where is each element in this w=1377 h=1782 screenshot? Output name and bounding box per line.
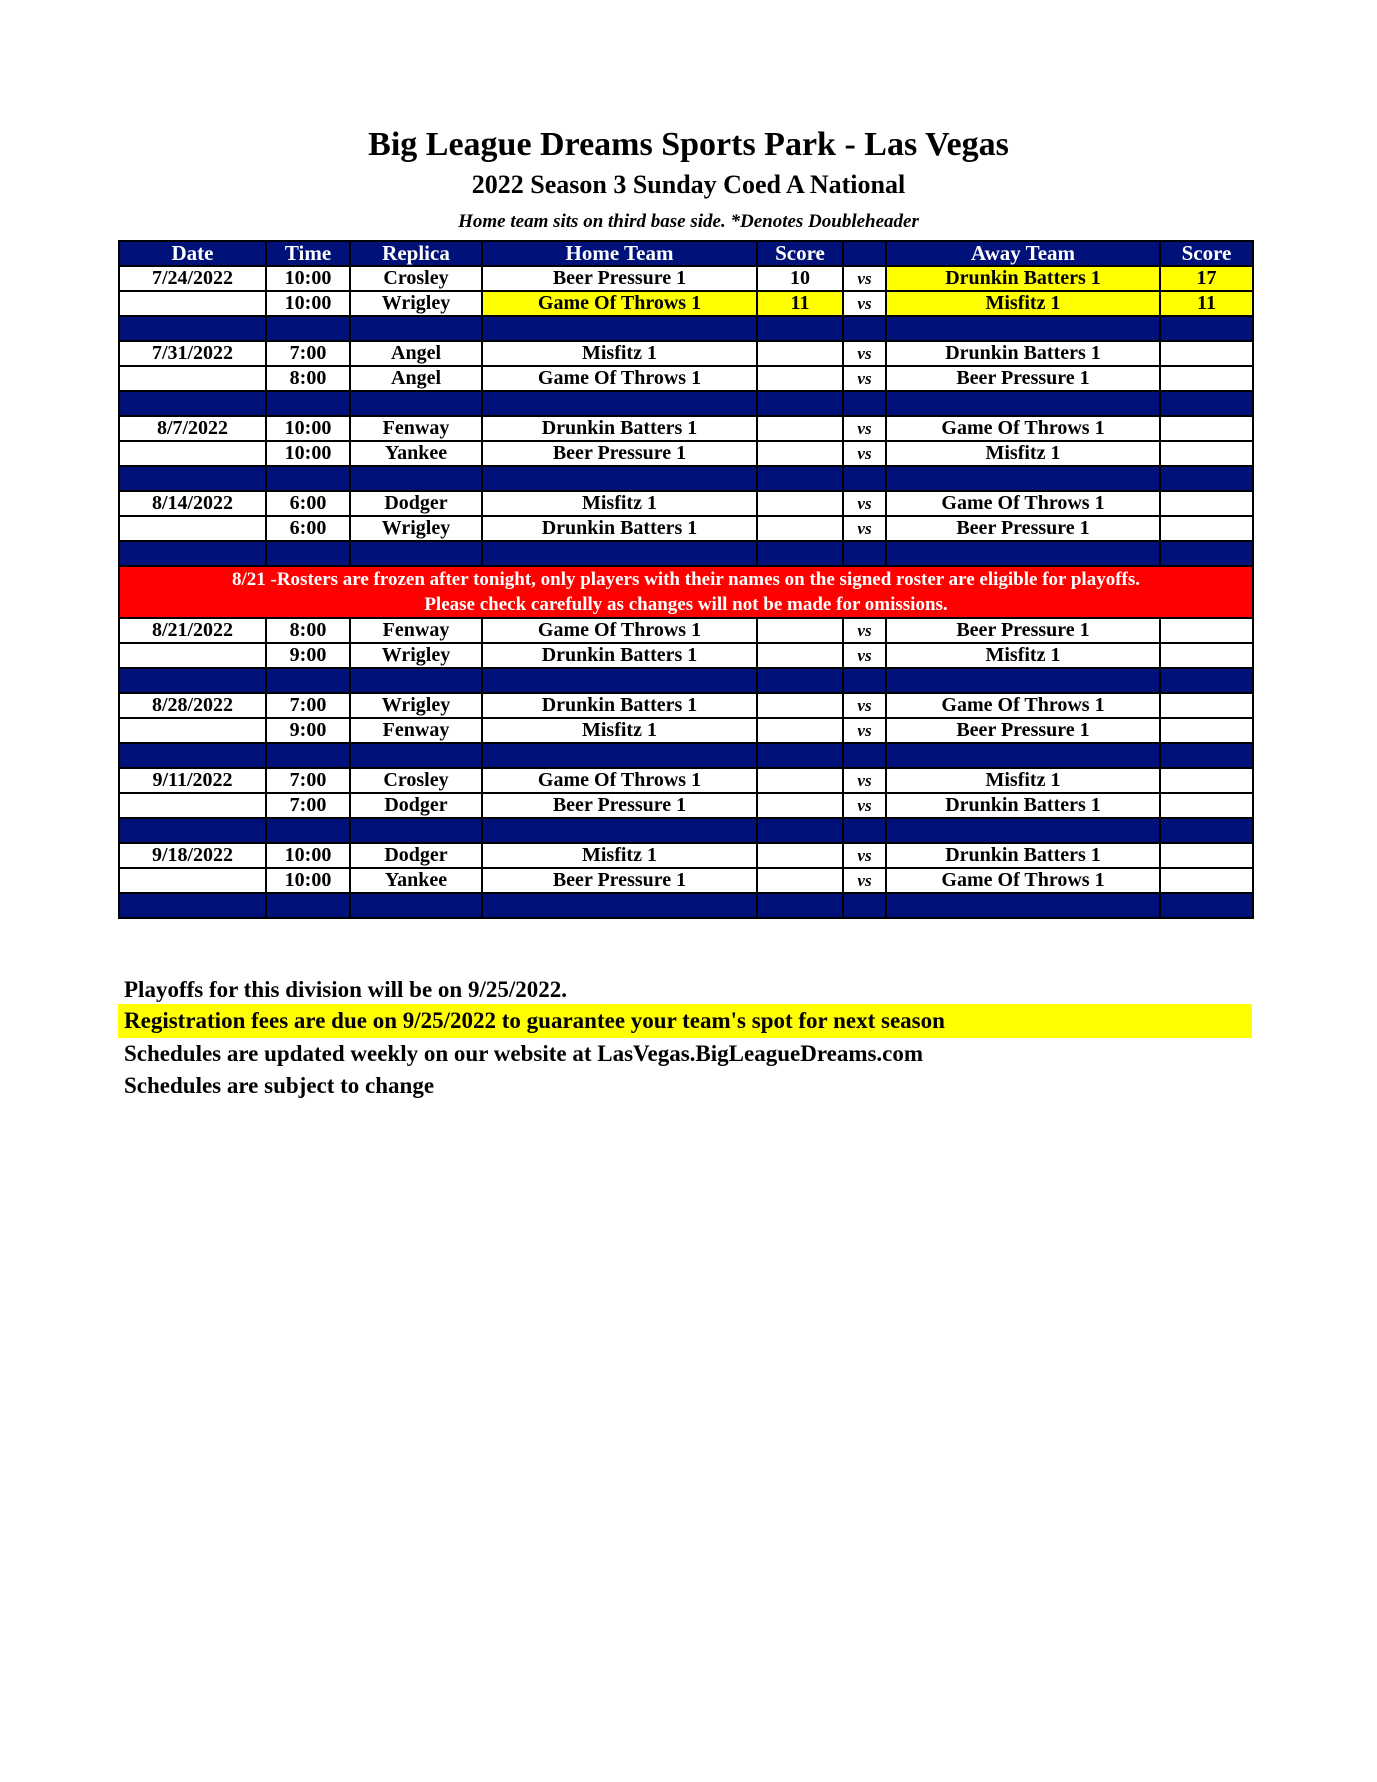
game-field: Crosley	[350, 768, 482, 793]
game-time: 7:00	[266, 793, 350, 818]
away-team: Drunkin Batters 1	[886, 266, 1160, 291]
game-date: 7/31/2022	[119, 341, 266, 366]
away-team: Drunkin Batters 1	[886, 793, 1160, 818]
registration-note: Registration fees are due on 9/25/2022 to guarantee your team's spot for next season	[118, 1004, 1252, 1038]
home-score: 11	[757, 291, 843, 316]
col-vs	[843, 241, 886, 266]
home-team: Game Of Throws 1	[482, 366, 757, 391]
home-score	[757, 843, 843, 868]
game-row	[119, 693, 1253, 718]
game-date: 8/14/2022	[119, 491, 266, 516]
game-row	[119, 266, 1253, 291]
away-score	[1160, 366, 1253, 391]
game-row	[119, 366, 1253, 391]
away-team: Misfitz 1	[886, 768, 1160, 793]
game-date: 9/18/2022	[119, 843, 266, 868]
game-date	[119, 441, 266, 466]
home-team: Game Of Throws 1	[482, 618, 757, 643]
game-row	[119, 516, 1253, 541]
col-time: Time	[266, 241, 350, 266]
vs-label: vs	[843, 843, 886, 868]
game-date: 8/7/2022	[119, 416, 266, 441]
vs-label: vs	[843, 441, 886, 466]
away-team: Drunkin Batters 1	[886, 843, 1160, 868]
home-score	[757, 643, 843, 668]
week-divider	[119, 743, 1253, 768]
home-team: Beer Pressure 1	[482, 868, 757, 893]
game-field: Angel	[350, 366, 482, 391]
game-time: 7:00	[266, 768, 350, 793]
away-score: 17	[1160, 266, 1253, 291]
game-time: 10:00	[266, 291, 350, 316]
away-team: Beer Pressure 1	[886, 516, 1160, 541]
playoffs-note: Playoffs for this division will be on 9/25/2022.	[124, 977, 568, 1002]
away-team: Game Of Throws 1	[886, 868, 1160, 893]
game-row	[119, 341, 1253, 366]
game-time: 7:00	[266, 693, 350, 718]
game-row	[119, 291, 1253, 316]
game-row	[119, 868, 1253, 893]
week-divider	[119, 316, 1253, 341]
away-team: Beer Pressure 1	[886, 718, 1160, 743]
game-time: 10:00	[266, 868, 350, 893]
game-field: Angel	[350, 341, 482, 366]
away-score	[1160, 843, 1253, 868]
away-score	[1160, 793, 1253, 818]
game-date: 8/28/2022	[119, 693, 266, 718]
game-date	[119, 868, 266, 893]
week-divider	[119, 466, 1253, 491]
col-away-team: Away Team	[886, 241, 1160, 266]
game-time: 6:00	[266, 491, 350, 516]
home-team-note: Home team sits on third base side. *Denotes Doubleheader	[458, 211, 919, 232]
game-row	[119, 643, 1253, 668]
away-score	[1160, 618, 1253, 643]
week-divider	[119, 818, 1253, 843]
game-row	[119, 491, 1253, 516]
game-time: 8:00	[266, 618, 350, 643]
vs-label: vs	[843, 643, 886, 668]
home-team: Beer Pressure 1	[482, 793, 757, 818]
vs-label: vs	[843, 341, 886, 366]
roster-notice	[119, 566, 1253, 618]
game-time: 10:00	[266, 416, 350, 441]
home-team: Beer Pressure 1	[482, 266, 757, 291]
roster-notice-line2: Please check carefully as changes will not be made for omissions.	[424, 594, 948, 615]
game-field: Dodger	[350, 793, 482, 818]
vs-label: vs	[843, 266, 886, 291]
vs-label: vs	[843, 416, 886, 441]
away-score	[1160, 516, 1253, 541]
game-field: Wrigley	[350, 643, 482, 668]
game-time: 8:00	[266, 366, 350, 391]
roster-notice-line1: 8/21 -Rosters are frozen after tonight, only players with their names on the signed roster are eligible for playoffs.	[231, 569, 1141, 590]
home-team: Misfitz 1	[482, 491, 757, 516]
game-row	[119, 843, 1253, 868]
home-score	[757, 618, 843, 643]
away-team: Beer Pressure 1	[886, 618, 1160, 643]
change-note: Schedules are subject to change	[124, 1073, 435, 1098]
game-field: Dodger	[350, 843, 482, 868]
away-team: Misfitz 1	[886, 291, 1160, 316]
game-field: Wrigley	[350, 291, 482, 316]
game-row	[119, 416, 1253, 441]
game-time: 10:00	[266, 266, 350, 291]
home-team: Misfitz 1	[482, 843, 757, 868]
away-score	[1160, 718, 1253, 743]
home-score	[757, 366, 843, 391]
away-score	[1160, 491, 1253, 516]
week-divider	[119, 391, 1253, 416]
vs-label: vs	[843, 768, 886, 793]
game-date: 9/11/2022	[119, 768, 266, 793]
away-team: Misfitz 1	[886, 441, 1160, 466]
home-team: Drunkin Batters 1	[482, 516, 757, 541]
game-date: 8/21/2022	[119, 618, 266, 643]
game-date	[119, 793, 266, 818]
vs-label: vs	[843, 868, 886, 893]
game-date	[119, 291, 266, 316]
home-score	[757, 441, 843, 466]
week-divider	[119, 668, 1253, 693]
vs-label: vs	[843, 491, 886, 516]
schedule-table	[118, 240, 1254, 919]
away-team: Beer Pressure 1	[886, 366, 1160, 391]
game-date: 7/24/2022	[119, 266, 266, 291]
away-score	[1160, 643, 1253, 668]
vs-label: vs	[843, 693, 886, 718]
home-team: Game Of Throws 1	[482, 768, 757, 793]
col-replica: Replica	[350, 241, 482, 266]
vs-label: vs	[843, 793, 886, 818]
game-row	[119, 441, 1253, 466]
home-score	[757, 516, 843, 541]
away-score	[1160, 768, 1253, 793]
game-field: Fenway	[350, 618, 482, 643]
game-date	[119, 516, 266, 541]
home-score	[757, 768, 843, 793]
col-date: Date	[119, 241, 266, 266]
away-score	[1160, 341, 1253, 366]
game-date	[119, 643, 266, 668]
away-score	[1160, 441, 1253, 466]
home-team: Misfitz 1	[482, 718, 757, 743]
game-date	[119, 718, 266, 743]
away-team: Game Of Throws 1	[886, 693, 1160, 718]
away-team: Misfitz 1	[886, 643, 1160, 668]
vs-label: vs	[843, 516, 886, 541]
game-row	[119, 768, 1253, 793]
vs-label: vs	[843, 366, 886, 391]
away-team: Game Of Throws 1	[886, 416, 1160, 441]
home-score	[757, 868, 843, 893]
game-row	[119, 718, 1253, 743]
vs-label: vs	[843, 718, 886, 743]
week-divider	[119, 541, 1253, 566]
game-field: Crosley	[350, 266, 482, 291]
game-field: Dodger	[350, 491, 482, 516]
home-team: Drunkin Batters 1	[482, 416, 757, 441]
home-score	[757, 416, 843, 441]
game-time: 6:00	[266, 516, 350, 541]
game-field: Wrigley	[350, 693, 482, 718]
col-home-team: Home Team	[482, 241, 757, 266]
header-row	[119, 241, 1253, 266]
game-field: Fenway	[350, 718, 482, 743]
vs-label: vs	[843, 618, 886, 643]
game-field: Yankee	[350, 868, 482, 893]
home-team: Drunkin Batters 1	[482, 693, 757, 718]
away-score	[1160, 693, 1253, 718]
home-score	[757, 341, 843, 366]
home-score	[757, 693, 843, 718]
game-row	[119, 793, 1253, 818]
page-title: Big League Dreams Sports Park - Las Vegas	[368, 126, 1009, 163]
home-score	[757, 718, 843, 743]
away-team: Game Of Throws 1	[886, 491, 1160, 516]
col-away-score: Score	[1160, 241, 1253, 266]
home-score	[757, 491, 843, 516]
game-time: 9:00	[266, 718, 350, 743]
home-team: Drunkin Batters 1	[482, 643, 757, 668]
website-note: Schedules are updated weekly on our website at LasVegas.BigLeagueDreams.com	[124, 1041, 924, 1066]
home-score: 10	[757, 266, 843, 291]
away-score: 11	[1160, 291, 1253, 316]
game-time: 10:00	[266, 441, 350, 466]
game-field: Fenway	[350, 416, 482, 441]
home-team: Misfitz 1	[482, 341, 757, 366]
game-field: Wrigley	[350, 516, 482, 541]
week-divider	[119, 893, 1253, 918]
game-row	[119, 618, 1253, 643]
page-subtitle: 2022 Season 3 Sunday Coed A National	[471, 170, 906, 199]
away-score	[1160, 416, 1253, 441]
home-team: Game Of Throws 1	[482, 291, 757, 316]
game-field: Yankee	[350, 441, 482, 466]
away-team: Drunkin Batters 1	[886, 341, 1160, 366]
home-score	[757, 793, 843, 818]
away-score	[1160, 868, 1253, 893]
game-time: 10:00	[266, 843, 350, 868]
game-time: 7:00	[266, 341, 350, 366]
home-team: Beer Pressure 1	[482, 441, 757, 466]
vs-label: vs	[843, 291, 886, 316]
col-home-score: Score	[757, 241, 843, 266]
game-date	[119, 366, 266, 391]
game-time: 9:00	[266, 643, 350, 668]
